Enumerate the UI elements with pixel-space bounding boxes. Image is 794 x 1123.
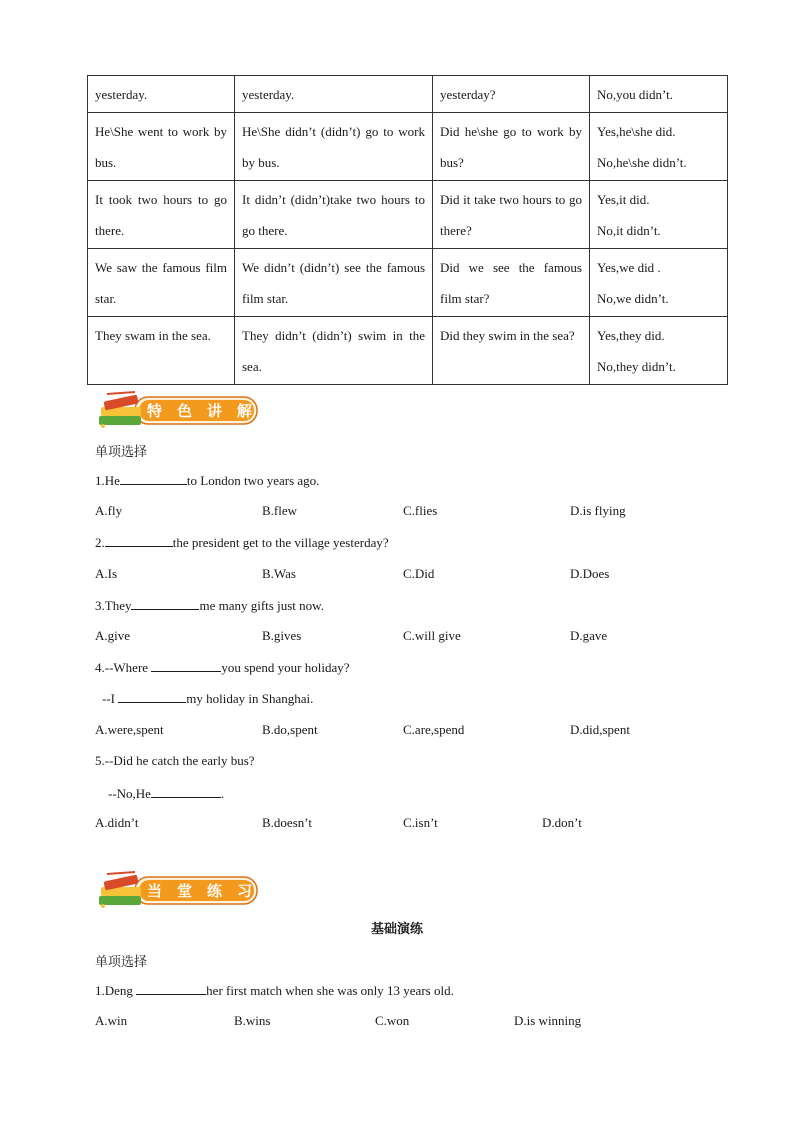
question-4: 4.--Where you spend your holiday? xyxy=(95,660,350,675)
cell-text: Did it take two hours to go there? xyxy=(440,192,582,238)
option-b: B.flew xyxy=(262,503,298,518)
table-cell xyxy=(433,181,590,249)
cell-text: He\She went to work by bus. xyxy=(95,124,227,170)
table-cell xyxy=(235,76,433,113)
table-cell xyxy=(88,249,235,317)
question-1: 1.Deng her first match when she was only 13 years old. xyxy=(95,983,454,998)
table-cell xyxy=(433,76,590,113)
cell-text: It didn’t (didn’t)take two hours to go there. xyxy=(242,192,425,238)
option-b: B.do,spent xyxy=(262,722,318,737)
option-a: A.give xyxy=(95,628,131,643)
option-d: D.don’t xyxy=(542,815,582,830)
section-banner-practice xyxy=(95,870,260,910)
cell-text: No,he\she didn’t. xyxy=(597,155,687,170)
cell-text: Yes,he\she did. xyxy=(597,124,676,139)
option-c: C.will give xyxy=(403,628,461,643)
question-3: 3.They me many gifts just now. xyxy=(95,598,324,613)
option-b: B.Was xyxy=(262,566,296,581)
cell-text: No,they didn’t. xyxy=(597,359,676,374)
table-cell xyxy=(88,76,235,113)
question-type: 单项选择 xyxy=(95,444,148,459)
cell-text: They didn’t (didn’t) swim in the sea. xyxy=(242,328,425,374)
option-a: A.fly xyxy=(95,503,123,518)
option-c: C.isn’t xyxy=(403,815,438,830)
table-row xyxy=(88,76,728,113)
section-banner-features xyxy=(95,390,260,430)
question-5: 5.--Did he catch the early bus? xyxy=(95,753,255,768)
option-d: D.did,spent xyxy=(570,722,630,737)
subheading-basic-practice: 基础演练 xyxy=(370,921,423,936)
table-cell xyxy=(88,181,235,249)
option-d: D.Does xyxy=(570,566,610,581)
cell-text: yesterday? xyxy=(440,87,496,102)
cell-text: We didn’t (didn’t) see the famous film star. xyxy=(242,260,425,306)
question-1: 1.He to London two years ago. xyxy=(95,473,320,488)
cell-text: No,it didn’t. xyxy=(597,223,661,238)
table-row xyxy=(88,113,728,181)
option-a: A.didn’t xyxy=(95,815,139,830)
table-cell xyxy=(235,249,433,317)
option-a: A.were,spent xyxy=(95,722,164,737)
cell-text: Did they swim in the sea? xyxy=(440,328,575,343)
option-d: D.is winning xyxy=(514,1013,582,1028)
cell-text: They swam in the sea. xyxy=(95,328,211,343)
table-cell xyxy=(590,317,728,385)
option-a: A.Is xyxy=(95,566,118,581)
table-row xyxy=(88,181,728,249)
cell-text: Did he\she go to work by bus? xyxy=(440,124,582,170)
table-cell xyxy=(433,249,590,317)
banner-label: 当 堂 练 习 xyxy=(147,881,252,900)
table-cell xyxy=(590,113,728,181)
option-a: A.win xyxy=(95,1013,128,1028)
table-cell xyxy=(88,113,235,181)
table-cell xyxy=(235,113,433,181)
cell-text: It took two hours to go there. xyxy=(95,192,227,238)
table-cell xyxy=(235,317,433,385)
table-cell xyxy=(433,317,590,385)
banner-label: 特 色 讲 解 xyxy=(147,401,252,420)
option-d: D.is flying xyxy=(570,503,626,518)
option-c: C.flies xyxy=(403,503,438,518)
option-b: B.wins xyxy=(234,1013,271,1028)
option-c: C.won xyxy=(375,1013,410,1028)
table-cell xyxy=(590,249,728,317)
cell-text: Yes,we did . xyxy=(597,260,661,275)
question-4-line2: --I my holiday in Shanghai. xyxy=(102,691,314,706)
option-b: B.doesn’t xyxy=(262,815,312,830)
cell-text: No,we didn’t. xyxy=(597,291,669,306)
cell-text: yesterday. xyxy=(95,87,148,102)
cell-text: Yes,they did. xyxy=(597,328,665,343)
grammar-table xyxy=(87,75,728,385)
table-row xyxy=(88,317,728,385)
cell-text: yesterday. xyxy=(242,87,295,102)
table-cell xyxy=(590,181,728,249)
cell-text: Did we see the famous film star? xyxy=(440,260,582,306)
table-cell xyxy=(590,76,728,113)
table-cell xyxy=(235,181,433,249)
option-c: C.Did xyxy=(403,566,435,581)
option-b: B.gives xyxy=(262,628,302,643)
table-cell xyxy=(88,317,235,385)
question-2: 2. the president get to the village yesterday? xyxy=(95,535,389,550)
question-type: 单项选择 xyxy=(95,954,148,969)
cell-text: Yes,it did. xyxy=(597,192,650,207)
cell-text: No,you didn’t. xyxy=(597,87,673,102)
cell-text: We saw the famous film star. xyxy=(95,260,227,306)
option-c: C.are,spend xyxy=(403,722,465,737)
cell-text: He\She didn’t (didn’t) go to work by bus. xyxy=(242,124,425,170)
question-5-line2: --No,He . xyxy=(108,786,225,801)
table-cell xyxy=(433,113,590,181)
option-d: D.gave xyxy=(570,628,608,643)
table-row xyxy=(88,249,728,317)
